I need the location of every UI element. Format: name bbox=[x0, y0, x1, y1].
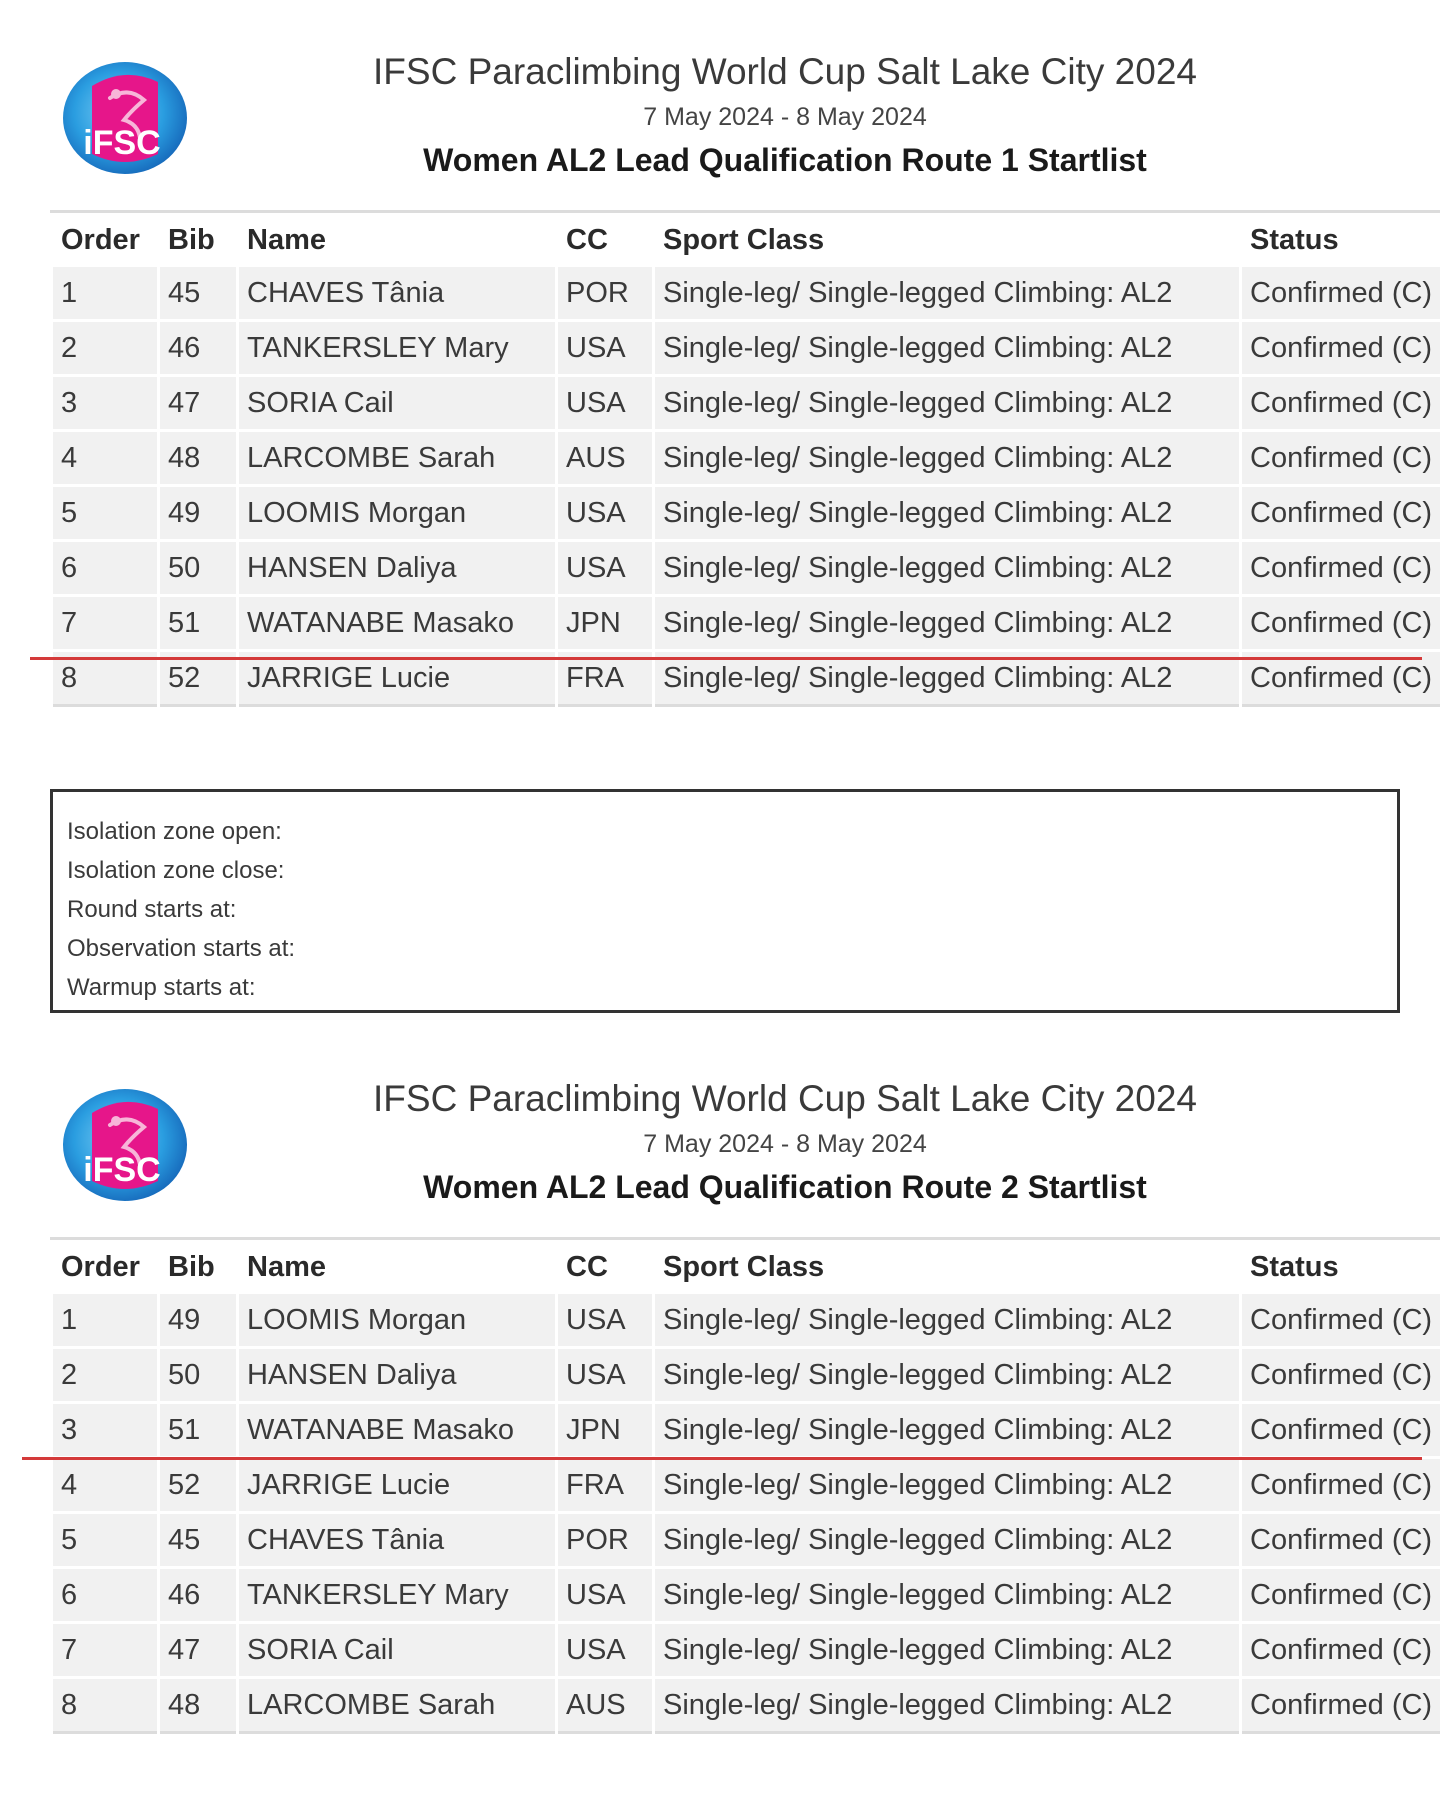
startlist-title: Women AL2 Lead Qualification Route 1 Startlist bbox=[423, 142, 1147, 178]
cell-order: 8 bbox=[53, 1679, 157, 1734]
cell-bib: 48 bbox=[160, 1679, 236, 1734]
cell-bib: 49 bbox=[160, 1294, 236, 1346]
cell-bib: 47 bbox=[160, 1624, 236, 1676]
cell-status: Confirmed (C) bbox=[1242, 597, 1440, 649]
cell-name: JARRIGE Lucie bbox=[239, 1459, 555, 1511]
cell-order: 5 bbox=[53, 1514, 157, 1566]
cell-name: TANKERSLEY Mary bbox=[239, 322, 555, 374]
cell-order: 8 bbox=[53, 652, 157, 707]
cell-status: Confirmed (C) bbox=[1242, 432, 1440, 484]
cell-sport-class: Single-leg/ Single-legged Climbing: AL2 bbox=[655, 267, 1239, 319]
cell-name: WATANABE Masako bbox=[239, 1404, 555, 1456]
table-row bbox=[53, 1624, 1440, 1676]
cell-bib: 47 bbox=[160, 377, 236, 429]
cell-order: 7 bbox=[53, 597, 157, 649]
cell-name: SORIA Cail bbox=[239, 377, 555, 429]
warmup-start-label: Warmup starts at: bbox=[67, 974, 256, 1001]
cell-sport-class: Single-leg/ Single-legged Climbing: AL2 bbox=[655, 432, 1239, 484]
event-title: IFSC Paraclimbing World Cup Salt Lake City 2024 bbox=[373, 1078, 1197, 1119]
cell-status: Confirmed (C) bbox=[1242, 1459, 1440, 1511]
cell-status: Confirmed (C) bbox=[1242, 1294, 1440, 1346]
cell-status: Confirmed (C) bbox=[1242, 377, 1440, 429]
cell-bib: 46 bbox=[160, 1569, 236, 1621]
round-start-label: Round starts at: bbox=[67, 896, 237, 923]
table-header-row bbox=[53, 216, 1440, 264]
table-row bbox=[53, 377, 1440, 429]
cell-bib: 50 bbox=[160, 542, 236, 594]
table-row bbox=[53, 1294, 1440, 1346]
cell-sport-class: Single-leg/ Single-legged Climbing: AL2 bbox=[655, 1679, 1239, 1734]
cell-sport-class: Single-leg/ Single-legged Climbing: AL2 bbox=[655, 377, 1239, 429]
cell-sport-class: Single-leg/ Single-legged Climbing: AL2 bbox=[655, 597, 1239, 649]
cell-cc: AUS bbox=[558, 1679, 652, 1734]
cell-name: TANKERSLEY Mary bbox=[239, 1569, 555, 1621]
table-row bbox=[53, 267, 1440, 319]
table-row bbox=[53, 1514, 1440, 1566]
schedule-info-box bbox=[50, 789, 1400, 1013]
cell-name: JARRIGE Lucie bbox=[239, 652, 555, 707]
startlist-title: Women AL2 Lead Qualification Route 2 Startlist bbox=[423, 1169, 1147, 1205]
cell-status: Confirmed (C) bbox=[1242, 542, 1440, 594]
cell-status: Confirmed (C) bbox=[1242, 267, 1440, 319]
cell-cc: USA bbox=[558, 1569, 652, 1621]
svg-text:iFSC: iFSC bbox=[83, 1151, 161, 1189]
table-row bbox=[53, 1679, 1440, 1734]
cell-status: Confirmed (C) bbox=[1242, 652, 1440, 707]
cell-order: 1 bbox=[53, 267, 157, 319]
cell-bib: 45 bbox=[160, 267, 236, 319]
header-status: Status bbox=[1242, 216, 1440, 264]
cell-name: HANSEN Daliya bbox=[239, 542, 555, 594]
cell-order: 3 bbox=[53, 1404, 157, 1456]
startlist-table bbox=[50, 1237, 1440, 1737]
svg-text:iFSC: iFSC bbox=[83, 124, 161, 162]
cell-bib: 45 bbox=[160, 1514, 236, 1566]
cell-cc: USA bbox=[558, 322, 652, 374]
cell-cc: JPN bbox=[558, 1404, 652, 1456]
cell-bib: 52 bbox=[160, 1459, 236, 1511]
header-name: Name bbox=[239, 1243, 555, 1291]
table-row bbox=[53, 432, 1440, 484]
cell-cc: USA bbox=[558, 1349, 652, 1401]
cell-sport-class: Single-leg/ Single-legged Climbing: AL2 bbox=[655, 1514, 1239, 1566]
cell-status: Confirmed (C) bbox=[1242, 1349, 1440, 1401]
cell-cc: USA bbox=[558, 542, 652, 594]
cell-bib: 49 bbox=[160, 487, 236, 539]
cell-sport-class: Single-leg/ Single-legged Climbing: AL2 bbox=[655, 322, 1239, 374]
cell-bib: 51 bbox=[160, 1404, 236, 1456]
cell-status: Confirmed (C) bbox=[1242, 322, 1440, 374]
cell-status: Confirmed (C) bbox=[1242, 487, 1440, 539]
cell-cc: FRA bbox=[558, 652, 652, 707]
table-row bbox=[53, 652, 1440, 707]
table-row bbox=[53, 487, 1440, 539]
cell-sport-class: Single-leg/ Single-legged Climbing: AL2 bbox=[655, 487, 1239, 539]
cell-name: LOOMIS Morgan bbox=[239, 487, 555, 539]
table-row bbox=[53, 597, 1440, 649]
cell-order: 4 bbox=[53, 1459, 157, 1511]
cell-cc: FRA bbox=[558, 1459, 652, 1511]
cell-status: Confirmed (C) bbox=[1242, 1679, 1440, 1734]
header-order: Order bbox=[53, 216, 157, 264]
isolation-open-label: Isolation zone open: bbox=[67, 818, 282, 845]
cell-order: 7 bbox=[53, 1624, 157, 1676]
event-dates: 7 May 2024 - 8 May 2024 bbox=[643, 103, 927, 131]
cell-order: 5 bbox=[53, 487, 157, 539]
title-block bbox=[300, 1077, 1270, 1207]
table-row bbox=[53, 542, 1440, 594]
table-row bbox=[53, 1349, 1440, 1401]
event-title: IFSC Paraclimbing World Cup Salt Lake City 2024 bbox=[373, 51, 1197, 92]
ifsc-logo bbox=[58, 58, 192, 176]
header-bib: Bib bbox=[160, 1243, 236, 1291]
cell-sport-class: Single-leg/ Single-legged Climbing: AL2 bbox=[655, 652, 1239, 707]
cell-name: HANSEN Daliya bbox=[239, 1349, 555, 1401]
cell-cc: AUS bbox=[558, 432, 652, 484]
cell-cc: USA bbox=[558, 377, 652, 429]
cell-name: SORIA Cail bbox=[239, 1624, 555, 1676]
cell-name: LARCOMBE Sarah bbox=[239, 1679, 555, 1734]
cell-cc: USA bbox=[558, 1624, 652, 1676]
observation-start-label: Observation starts at: bbox=[67, 935, 296, 962]
cell-cc: POR bbox=[558, 267, 652, 319]
header-cc: CC bbox=[558, 1243, 652, 1291]
cell-sport-class: Single-leg/ Single-legged Climbing: AL2 bbox=[655, 1349, 1239, 1401]
table-row bbox=[53, 1459, 1440, 1511]
table-row bbox=[53, 1569, 1440, 1621]
cell-sport-class: Single-leg/ Single-legged Climbing: AL2 bbox=[655, 1294, 1239, 1346]
isolation-close-label: Isolation zone close: bbox=[67, 857, 285, 884]
cell-bib: 52 bbox=[160, 652, 236, 707]
cell-sport-class: Single-leg/ Single-legged Climbing: AL2 bbox=[655, 1404, 1239, 1456]
header-order: Order bbox=[53, 1243, 157, 1291]
cell-name: CHAVES Tânia bbox=[239, 267, 555, 319]
cell-name: CHAVES Tânia bbox=[239, 1514, 555, 1566]
cell-cc: POR bbox=[558, 1514, 652, 1566]
ifsc-logo bbox=[58, 1085, 192, 1203]
cell-status: Confirmed (C) bbox=[1242, 1514, 1440, 1566]
cell-name: LARCOMBE Sarah bbox=[239, 432, 555, 484]
table-row bbox=[53, 1404, 1440, 1456]
cell-sport-class: Single-leg/ Single-legged Climbing: AL2 bbox=[655, 542, 1239, 594]
cell-order: 1 bbox=[53, 1294, 157, 1346]
cell-status: Confirmed (C) bbox=[1242, 1404, 1440, 1456]
header-status: Status bbox=[1242, 1243, 1440, 1291]
cell-cc: USA bbox=[558, 487, 652, 539]
cell-cc: USA bbox=[558, 1294, 652, 1346]
header-sport-class: Sport Class bbox=[655, 1243, 1239, 1291]
cell-order: 3 bbox=[53, 377, 157, 429]
table-header-row bbox=[53, 1243, 1440, 1291]
cell-name: LOOMIS Morgan bbox=[239, 1294, 555, 1346]
header-sport-class: Sport Class bbox=[655, 216, 1239, 264]
cell-status: Confirmed (C) bbox=[1242, 1624, 1440, 1676]
header-bib: Bib bbox=[160, 216, 236, 264]
startlist-table bbox=[50, 210, 1440, 710]
cell-order: 2 bbox=[53, 1349, 157, 1401]
cell-sport-class: Single-leg/ Single-legged Climbing: AL2 bbox=[655, 1624, 1239, 1676]
header-cc: CC bbox=[558, 216, 652, 264]
highlight-divider-line bbox=[30, 657, 1422, 660]
highlight-divider-line bbox=[22, 1457, 1422, 1460]
cell-bib: 48 bbox=[160, 432, 236, 484]
header-name: Name bbox=[239, 216, 555, 264]
cell-status: Confirmed (C) bbox=[1242, 1569, 1440, 1621]
cell-sport-class: Single-leg/ Single-legged Climbing: AL2 bbox=[655, 1569, 1239, 1621]
cell-bib: 51 bbox=[160, 597, 236, 649]
cell-order: 6 bbox=[53, 542, 157, 594]
cell-cc: JPN bbox=[558, 597, 652, 649]
cell-bib: 46 bbox=[160, 322, 236, 374]
cell-order: 2 bbox=[53, 322, 157, 374]
cell-sport-class: Single-leg/ Single-legged Climbing: AL2 bbox=[655, 1459, 1239, 1511]
cell-bib: 50 bbox=[160, 1349, 236, 1401]
title-block bbox=[300, 50, 1270, 180]
cell-order: 4 bbox=[53, 432, 157, 484]
cell-order: 6 bbox=[53, 1569, 157, 1621]
cell-name: WATANABE Masako bbox=[239, 597, 555, 649]
event-dates: 7 May 2024 - 8 May 2024 bbox=[643, 1130, 927, 1158]
table-row bbox=[53, 322, 1440, 374]
